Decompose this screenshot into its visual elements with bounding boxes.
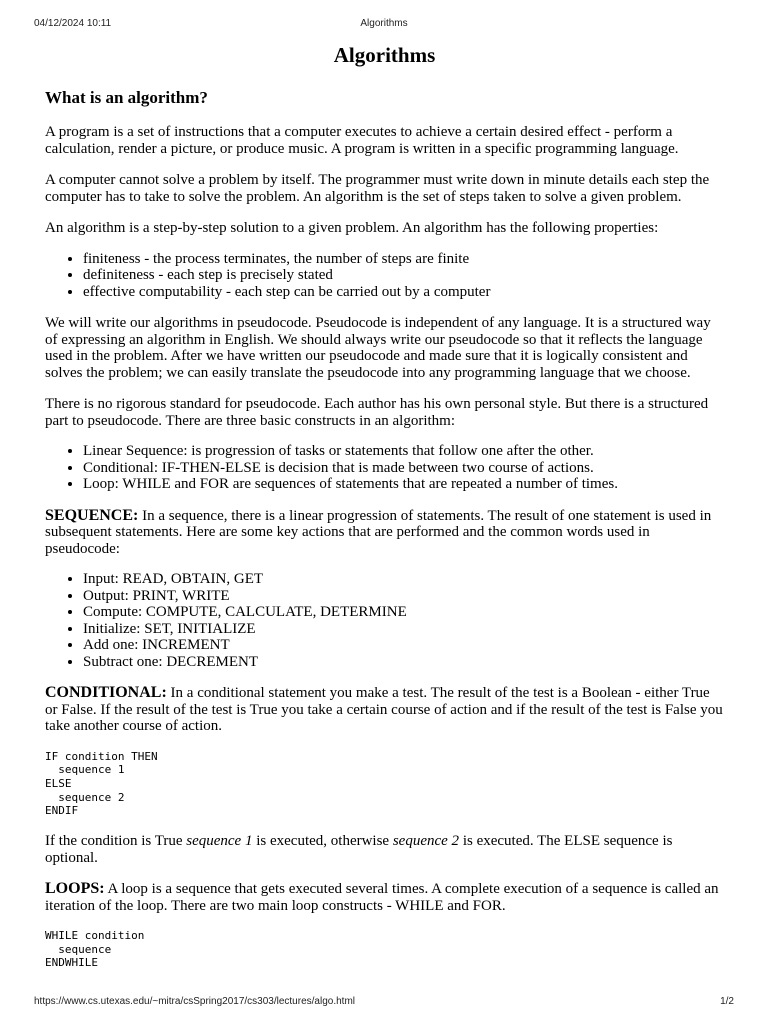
list-item: • Initialize: SET, INITIALIZE — [83, 621, 724, 638]
loops-paragraph — [45, 881, 724, 914]
print-page-number: 1/2 — [720, 996, 734, 1007]
list-item: • Loop: WHILE and FOR are sequences of statements that are repeated a number of times. — [83, 476, 724, 493]
list-item: • Linear Sequence: is progression of tasks or statements that follow one after the other. — [83, 443, 724, 460]
loops-text: A loop is a sequence that gets executed several times. A complete execution of a sequence is called an iteration of the loop. There are two main loop constructs - WHILE and FOR. — [45, 881, 719, 914]
sequence-paragraph — [45, 508, 724, 558]
paragraph-standard: There is no rigorous standard for pseudocode. Each author has his own personal style. But there is a structured part to pseudocode. There are three basic constructs in an algorithm: — [45, 396, 709, 429]
paragraph-computer: A computer cannot solve a problem by itself. The programmer must write down in minute details each step the computer has to take to solve the problem. An algorithm is the set of steps taken to solve a given problem. — [45, 172, 710, 205]
explain-text: If the condition is True — [45, 833, 187, 850]
list-item: • effective computability - each step can be carried out by a computer — [83, 284, 724, 301]
explain-sequence-2: sequence 2 — [392, 833, 460, 850]
conditional-paragraph — [45, 685, 724, 735]
sequence-label: SEQUENCE: — [45, 506, 139, 524]
loops-code-block: WHILE condition sequence ENDWHILE — [45, 929, 145, 970]
explain-text: is executed. The ELSE sequence is optional. — [45, 833, 673, 866]
list-item: • Output: PRINT, WRITE — [83, 588, 724, 605]
document-body — [45, 40, 724, 970]
print-datetime: 04/12/2024 10:11 — [34, 18, 112, 29]
conditional-text: In a conditional statement you make a test. The result of the test is a Boolean - either True or False. If the result of the test is True you take a certain course of action and if the result of the test is False you take another course of action. — [45, 685, 723, 734]
paragraph-program: A program is a set of instructions that a computer executes to achieve a certain desired effect - perform a calculation, render a picture, or produce music. A program is written in a specific programming language. — [45, 124, 679, 157]
print-footer — [34, 996, 734, 1010]
paragraph-algorithm: An algorithm is a step-by-step solution to a given problem. An algorithm has the following properties: — [45, 220, 659, 236]
actions-list — [45, 571, 724, 670]
list-item: • Input: READ, OBTAIN, GET — [83, 571, 724, 588]
constructs-list — [45, 443, 724, 493]
list-item: • Add one: INCREMENT — [83, 637, 724, 654]
loops-label: LOOPS: — [45, 880, 105, 898]
properties-list — [45, 251, 724, 301]
conditional-code-block: IF condition THEN sequence 1 ELSE sequence 2 ENDIF — [45, 749, 158, 818]
explain-sequence-1: sequence 1 — [186, 833, 253, 850]
print-doc-title: Algorithms — [360, 18, 408, 29]
print-header — [34, 18, 734, 32]
list-item: • definiteness - each step is precisely stated — [83, 267, 724, 284]
conditional-explanation — [45, 833, 724, 866]
conditional-label: CONDITIONAL: — [45, 684, 167, 701]
section-heading: What is an algorithm? — [45, 88, 208, 107]
print-url: https://www.cs.utexas.edu/~mitra/csSpring2017/cs303/lectures/algo.html — [34, 996, 355, 1007]
page-title: Algorithms — [333, 43, 436, 67]
list-item: • Conditional: IF-THEN-ELSE is decision that is made between two course of actions. — [83, 460, 724, 477]
sequence-text: In a sequence, there is a linear progression of statements. The result of one statement is used in subsequent statements. Here are some key actions that are performed and the common words used in pseudocode: — [45, 507, 712, 557]
list-item: • Compute: COMPUTE, CALCULATE, DETERMINE — [83, 604, 724, 621]
explain-text: is executed, otherwise — [252, 833, 393, 850]
list-item: • finiteness - the process terminates, the number of steps are finite — [83, 251, 724, 268]
paragraph-pseudocode: We will write our algorithms in pseudocode. Pseudocode is independent of any language. It is a structured way of expressing an algorithm in English. We should always write our pseudocode so that it reflects the language used in the problem. After we have written our pseudocode and made sure that it is logically consistent and solves the problem; we can easily translate the pseudocode into any programming language that we choose. — [45, 315, 711, 381]
list-item: • Subtract one: DECREMENT — [83, 654, 724, 671]
